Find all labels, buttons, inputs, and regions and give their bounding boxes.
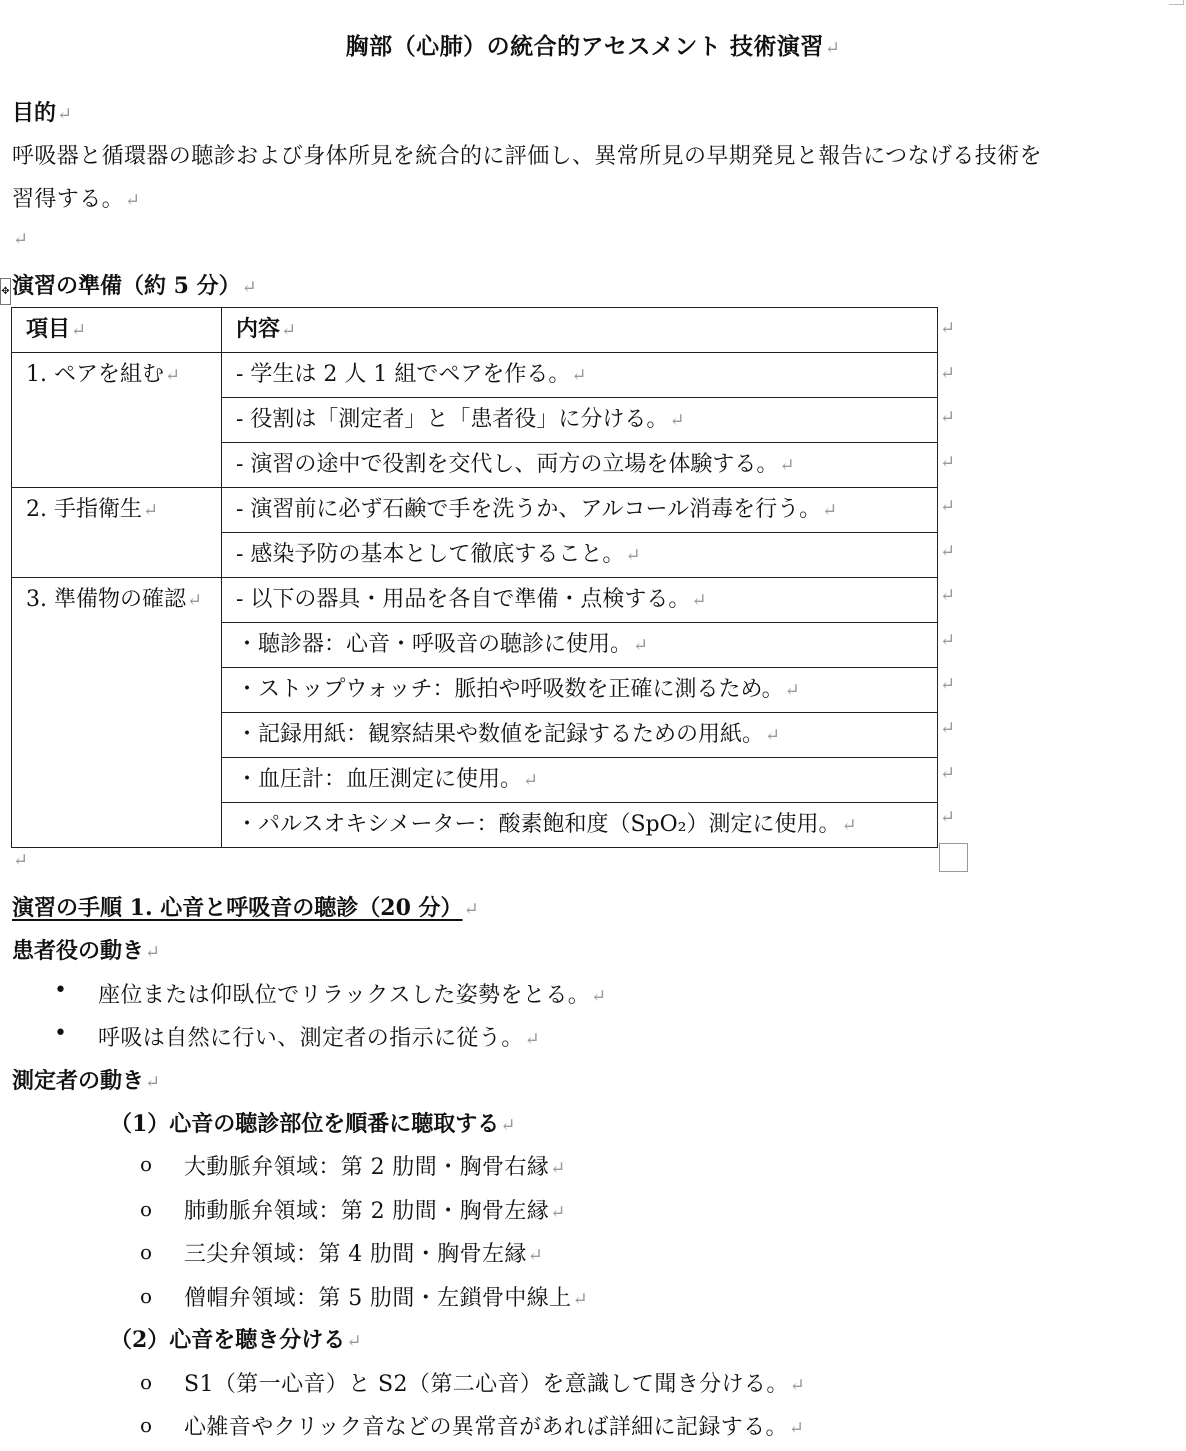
prep-heading: 演習の準備（約 5 分）↵ bbox=[12, 273, 257, 299]
content-cell: - 感染予防の基本として徹底すること。↵ bbox=[222, 533, 938, 578]
row-end-mark: ↵ bbox=[940, 541, 956, 562]
row-end-mark: ↵ bbox=[940, 674, 956, 695]
page-corner-mark bbox=[1169, 0, 1184, 5]
item-cell: 1. ペアを組む↵ bbox=[12, 353, 222, 488]
table-resize-handle[interactable] bbox=[939, 843, 968, 872]
table-header-row bbox=[12, 308, 938, 353]
content-cell: - 役割は「測定者」と「患者役」に分ける。↵ bbox=[222, 398, 938, 443]
document-title: 胸部（心肺）の統合的アセスメント 技術演習↵ bbox=[345, 33, 841, 60]
row-end-mark: ↵ bbox=[940, 630, 956, 651]
circle-bullet-icon: o bbox=[140, 1284, 153, 1308]
content-cell: - 演習前に必ず石鹸で手を洗うか、アルコール消毒を行う。↵ bbox=[222, 488, 938, 533]
list-item: 座位または仰臥位でリラックスした姿勢をとる。↵ bbox=[98, 983, 607, 1008]
purpose-heading: 目的↵ bbox=[12, 100, 73, 126]
content-cell: - 演習の途中で役割を交代し、両方の立場を体験する。↵ bbox=[222, 443, 938, 488]
content-cell: ・ストップウォッチ：脈拍や呼吸数を正確に測るため。↵ bbox=[222, 668, 938, 713]
item-cell: 3. 準備物の確認↵ bbox=[12, 578, 222, 848]
list-item: 心雑音やクリック音などの異常音があれば詳細に記録する。↵ bbox=[184, 1415, 805, 1440]
patient-heading: 患者役の動き↵ bbox=[12, 938, 161, 964]
list-item: S1（第一心音）と S2（第二心音）を意識して聞き分ける。↵ bbox=[184, 1372, 806, 1397]
row-end-mark: ↵ bbox=[940, 363, 956, 384]
content-cell: ・パルスオキシメーター：酸素飽和度（SpO₂）測定に使用。↵ bbox=[222, 803, 938, 848]
table-row bbox=[12, 488, 938, 533]
content-cell: ・記録用紙：観察結果や数値を記録するための用紙。↵ bbox=[222, 713, 938, 758]
row-end-mark: ↵ bbox=[940, 718, 956, 739]
empty-paragraph: ↵ bbox=[13, 229, 29, 250]
examiner-heading: 測定者の動き↵ bbox=[12, 1068, 161, 1094]
row-end-mark: ↵ bbox=[940, 763, 956, 784]
sub-heading-1: （1）心音の聴診部位を順番に聴取する↵ bbox=[110, 1111, 516, 1137]
row-end-mark: ↵ bbox=[940, 452, 956, 473]
content-cell: - 学生は 2 人 1 組でペアを作る。↵ bbox=[222, 353, 938, 398]
prep-table bbox=[11, 307, 938, 848]
content-cell: ・血圧計：血圧測定に使用。↵ bbox=[222, 758, 938, 803]
list-item: 呼吸は自然に行い、測定者の指示に従う。↵ bbox=[98, 1026, 541, 1051]
table-row bbox=[12, 353, 938, 398]
circle-bullet-icon: o bbox=[140, 1197, 153, 1221]
list-item: 肺動脈弁領域：第 2 肋間・胸骨左縁↵ bbox=[184, 1199, 566, 1224]
sub-heading-2: （2）心音を聴き分ける↵ bbox=[110, 1327, 362, 1353]
row-end-mark: ↵ bbox=[940, 807, 956, 828]
table-move-handle-icon[interactable]: ✥ bbox=[0, 278, 11, 305]
col-header-content: 内容↵ bbox=[222, 308, 938, 353]
row-end-mark: ↵ bbox=[940, 585, 956, 606]
empty-paragraph: ↵ bbox=[13, 850, 29, 871]
list-item: 三尖弁領域：第 4 肋間・胸骨左縁↵ bbox=[184, 1242, 544, 1267]
list-item: 大動脈弁領域：第 2 肋間・胸骨右縁↵ bbox=[184, 1155, 566, 1180]
steps-heading: 演習の手順 1. 心音と呼吸音の聴診（20 分）↵ bbox=[12, 895, 479, 921]
row-end-mark: ↵ bbox=[940, 407, 956, 428]
list-item: 僧帽弁領域：第 5 肋間・左鎖骨中線上↵ bbox=[184, 1286, 589, 1311]
circle-bullet-icon: o bbox=[140, 1152, 153, 1176]
row-end-mark: ↵ bbox=[940, 318, 956, 339]
circle-bullet-icon: o bbox=[140, 1240, 153, 1264]
item-cell: 2. 手指衛生↵ bbox=[12, 488, 222, 578]
circle-bullet-icon: o bbox=[140, 1370, 153, 1394]
circle-bullet-icon: o bbox=[140, 1413, 153, 1437]
row-end-mark: ↵ bbox=[940, 496, 956, 517]
content-cell: ・聴診器：心音・呼吸音の聴診に使用。↵ bbox=[222, 623, 938, 668]
col-header-item: 項目↵ bbox=[12, 308, 222, 353]
content-cell: - 以下の器具・用品を各自で準備・点検する。↵ bbox=[222, 578, 938, 623]
bullet-icon: • bbox=[54, 1021, 67, 1046]
bullet-icon: • bbox=[54, 978, 67, 1003]
purpose-text-line-2: 習得する。↵ bbox=[12, 187, 141, 212]
purpose-text-line-1: 呼吸器と循環器の聴診および身体所見を統合的に評価し、異常所見の早期発見と報告につなげる技術を bbox=[12, 144, 1042, 169]
table-row bbox=[12, 578, 938, 623]
